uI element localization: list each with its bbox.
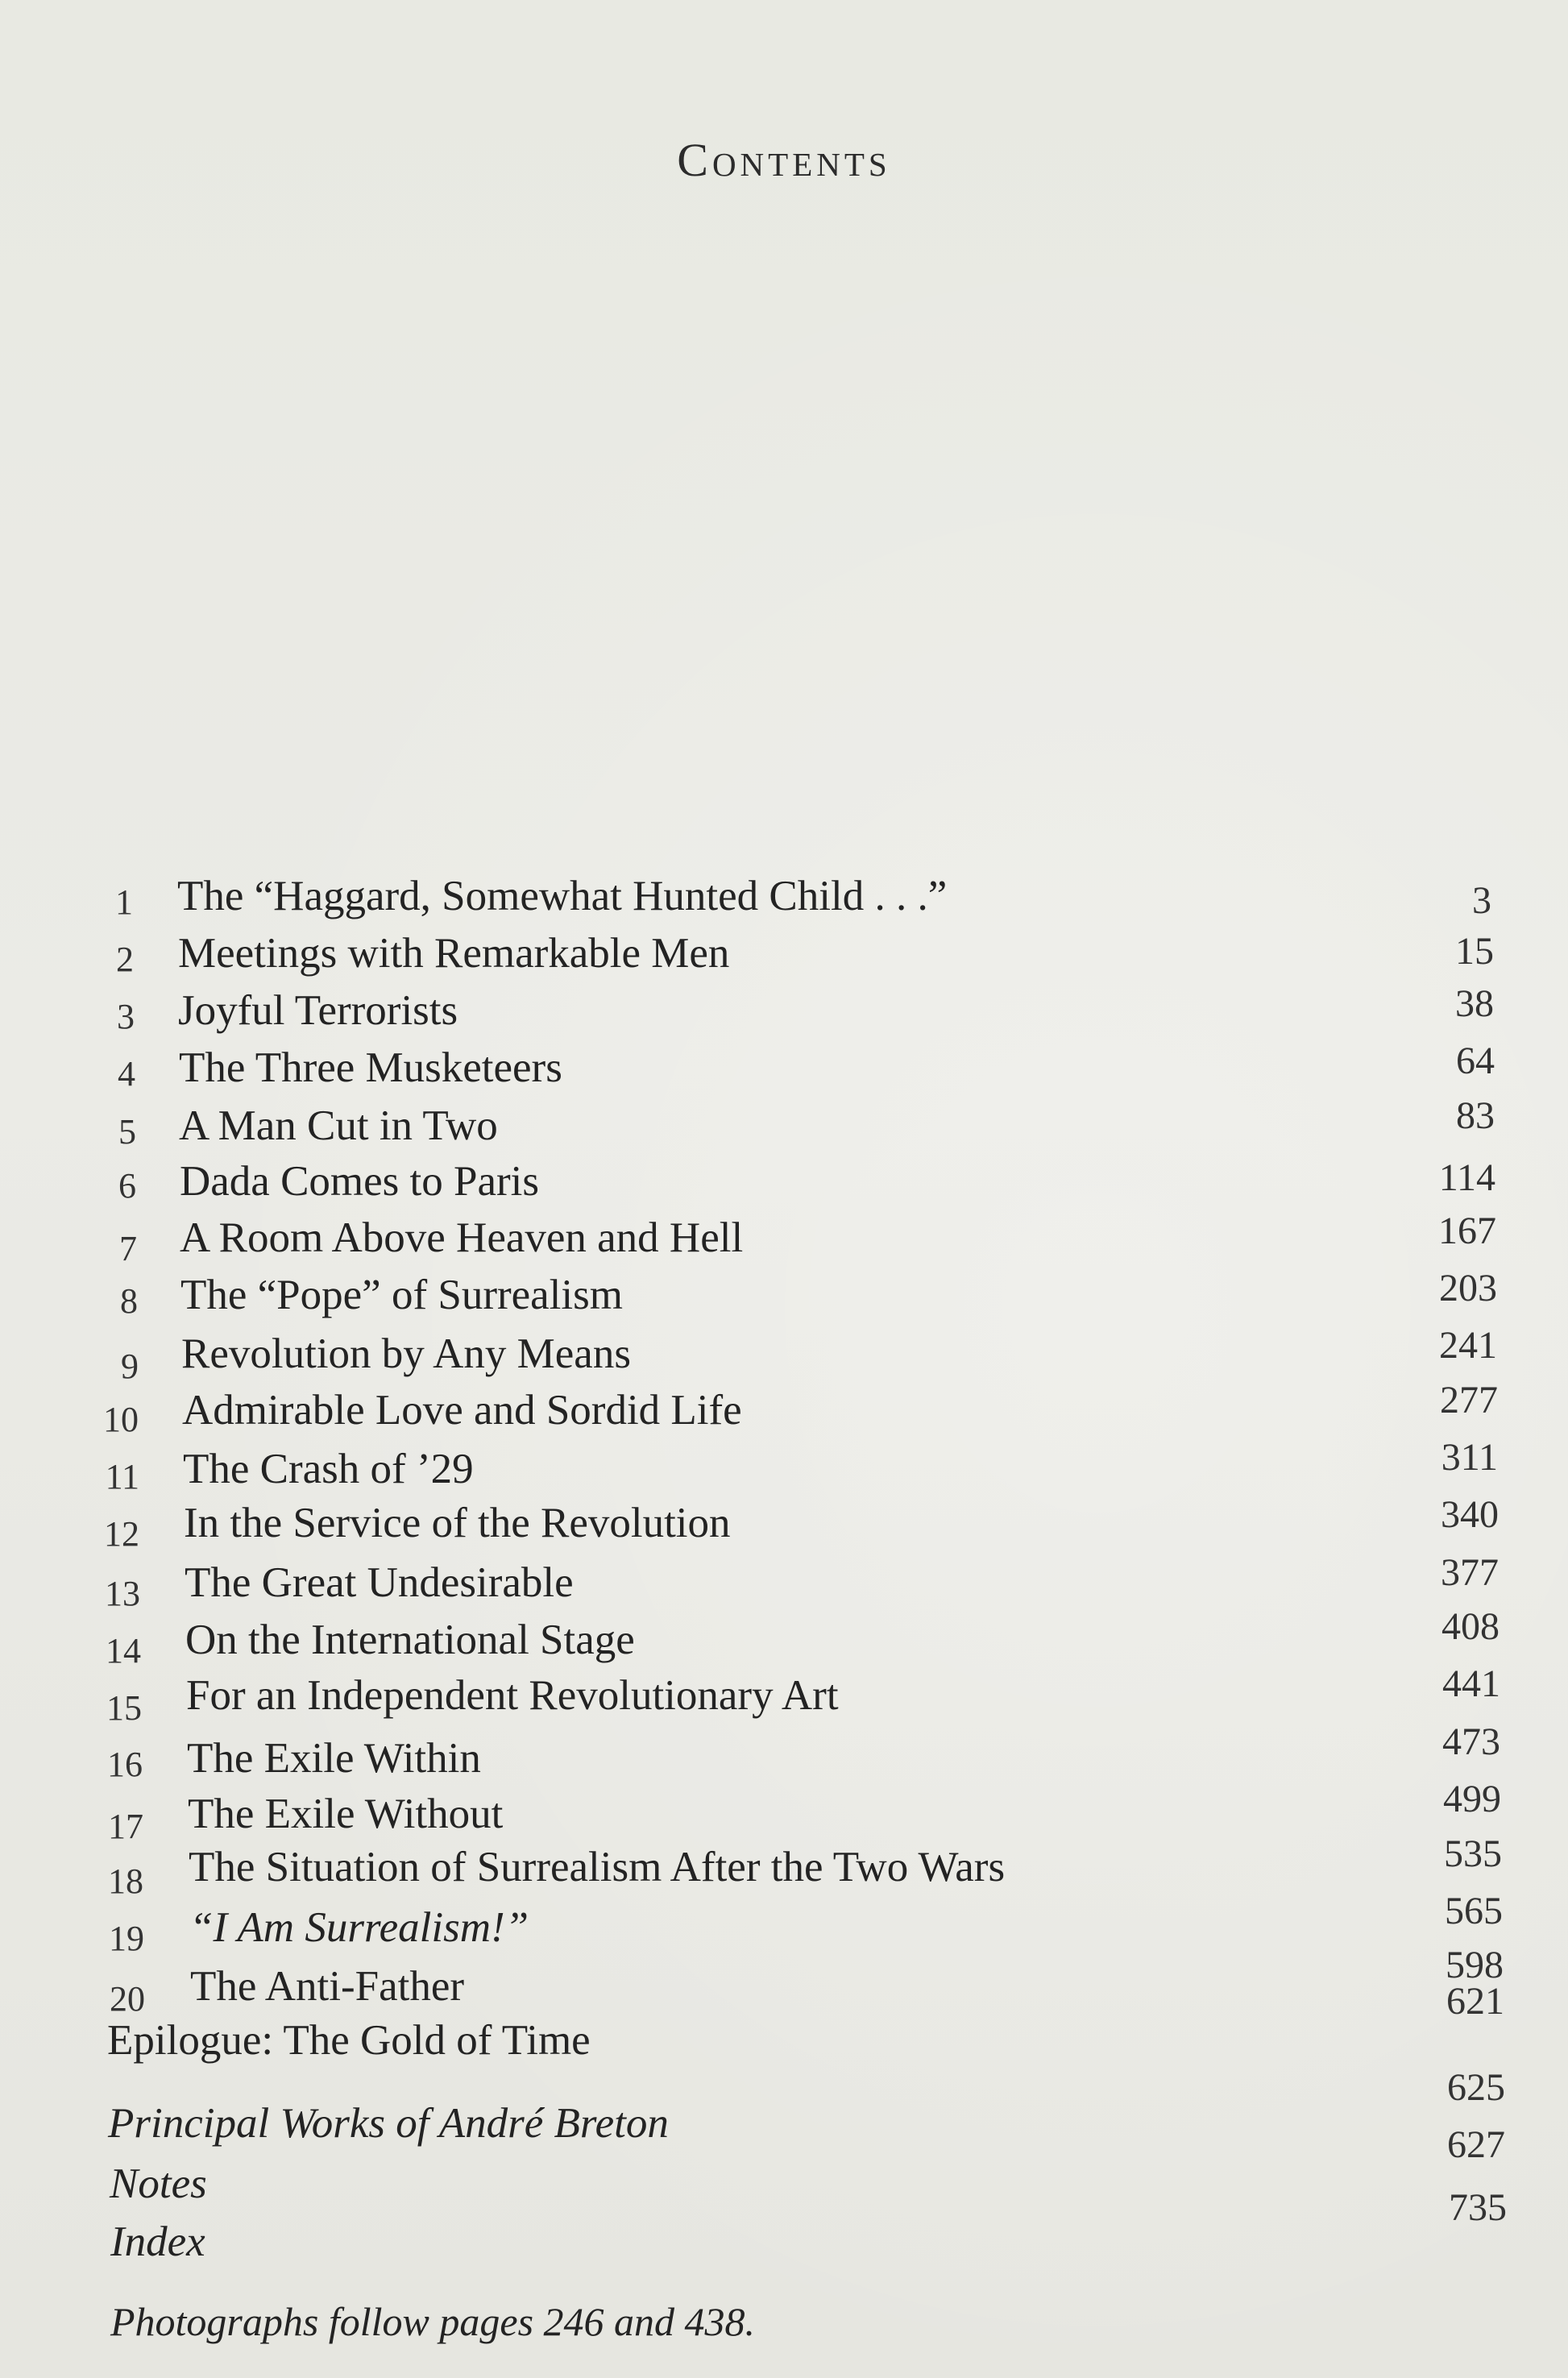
chapter-page: 598 (1446, 1944, 1504, 1986)
chapter-title: For an Independent Revolutionary Art (186, 1672, 839, 1719)
toc-row (0, 1040, 1568, 1100)
back-matter-page: 621 (1446, 1980, 1504, 2023)
chapter-page: 114 (1438, 1156, 1495, 1199)
chapter-page: 203 (1439, 1267, 1497, 1309)
chapter-number: 3 (117, 997, 135, 1036)
toc-row (0, 1493, 1568, 1560)
chapter-number: 7 (119, 1229, 137, 1268)
chapter-number: 16 (107, 1745, 143, 1784)
photographs-note: Photographs follow pages 246 and 438. (110, 2299, 756, 2344)
chapter-title: Meetings with Remarkable Men (178, 930, 730, 977)
back-matter-title: Epilogue: The Gold of Time (107, 2017, 591, 2064)
chapter-page: 565 (1445, 1890, 1503, 1932)
chapter-title: The Anti-Father (190, 1963, 464, 2010)
chapter-title: The Crash of ’29 (183, 1446, 474, 1492)
chapter-title: The Exile Without (188, 1791, 504, 1837)
chapter-title: Dada Comes to Paris (180, 1158, 540, 1205)
chapter-title: Joyful Terrorists (178, 987, 458, 1034)
toc-row (0, 1156, 1568, 1215)
chapter-number: 11 (105, 1457, 139, 1496)
chapter-number: 18 (108, 1861, 143, 1901)
chapter-page: 167 (1438, 1210, 1496, 1252)
chapter-page: 83 (1456, 1094, 1495, 1137)
chapter-page: 441 (1442, 1662, 1500, 1705)
toc-row (0, 1832, 1568, 1906)
chapter-number: 10 (103, 1400, 139, 1439)
back-matter-page: 627 (1447, 2123, 1505, 2166)
toc-row (0, 1662, 1568, 1733)
chapter-number: 12 (104, 1514, 139, 1554)
toc-row (0, 1436, 1568, 1503)
chapter-title: “I Am Surrealism!” (189, 1904, 529, 1951)
chapter-title: A Room Above Heaven and Hell (180, 1214, 744, 1261)
contents-heading: Contents (677, 134, 891, 186)
chapter-number: 2 (116, 940, 134, 979)
chapter-number: 20 (110, 1979, 145, 2019)
toc-row (0, 1267, 1568, 1330)
chapter-page: 277 (1440, 1379, 1498, 1421)
back-matter-page: 625 (1447, 2066, 1505, 2109)
back-matter-page: 735 (1449, 2186, 1507, 2229)
toc-row (0, 1379, 1568, 1446)
chapter-number: 4 (118, 1054, 135, 1094)
chapter-page: 3 (1472, 879, 1491, 922)
chapter-number: 17 (108, 1807, 143, 1846)
toc-row (0, 1890, 1568, 1963)
chapter-page: 535 (1444, 1832, 1502, 1875)
chapter-page: 38 (1455, 982, 1494, 1025)
chapter-number: 14 (106, 1631, 141, 1670)
toc-row (0, 872, 1568, 928)
chapter-number: 19 (109, 1919, 144, 1958)
chapter-title: The “Pope” of Surrealism (180, 1272, 623, 1318)
toc-row (0, 1324, 1568, 1388)
chapter-number: 5 (118, 1112, 136, 1152)
toc-row (0, 1944, 1568, 2020)
toc-row (0, 1210, 1568, 1273)
chapter-page: 241 (1439, 1324, 1497, 1367)
toc-row (0, 982, 1568, 1043)
toc-row (0, 1720, 1568, 1791)
chapter-title: In the Service of the Revolution (184, 1500, 731, 1546)
chapter-page: 340 (1441, 1493, 1499, 1536)
chapter-title: Admirable Love and Sordid Life (182, 1387, 742, 1434)
toc-row (0, 1778, 1568, 1848)
chapter-page: 15 (1455, 930, 1494, 973)
toc-row (0, 929, 1568, 986)
chapter-title: On the International Stage (185, 1616, 635, 1663)
chapter-page: 311 (1441, 1436, 1498, 1479)
chapter-number: 9 (121, 1347, 139, 1386)
chapter-number: 13 (105, 1574, 140, 1613)
chapter-number: 15 (106, 1688, 142, 1728)
chapter-number: 6 (118, 1166, 136, 1206)
chapter-title: A Man Cut in Two (179, 1102, 498, 1149)
toc-row (0, 1605, 1568, 1675)
chapter-page: 473 (1442, 1720, 1500, 1763)
chapter-page: 499 (1443, 1778, 1501, 1820)
back-matter-title: Notes (110, 2160, 207, 2207)
chapter-page: 408 (1441, 1605, 1500, 1648)
chapter-title: The Three Musketeers (179, 1044, 562, 1091)
back-matter-title: Index (110, 2218, 205, 2265)
toc-row (0, 1094, 1568, 1158)
chapter-title: The Situation of Surrealism After the Two Wars (189, 1844, 1006, 1890)
back-matter-title: Principal Works of André Breton (108, 2100, 669, 2147)
chapter-page: 64 (1456, 1040, 1495, 1082)
chapter-title: Revolution by Any Means (181, 1330, 631, 1377)
chapter-page: 377 (1441, 1551, 1499, 1594)
toc-row (0, 1551, 1568, 1618)
chapter-number: 1 (115, 882, 133, 922)
chapter-title: The Exile Within (187, 1735, 481, 1782)
chapter-number: 8 (120, 1281, 138, 1321)
chapter-title: The Great Undesirable (185, 1559, 574, 1606)
chapter-title: The “Haggard, Somewhat Hunted Child . . .” (177, 873, 948, 919)
